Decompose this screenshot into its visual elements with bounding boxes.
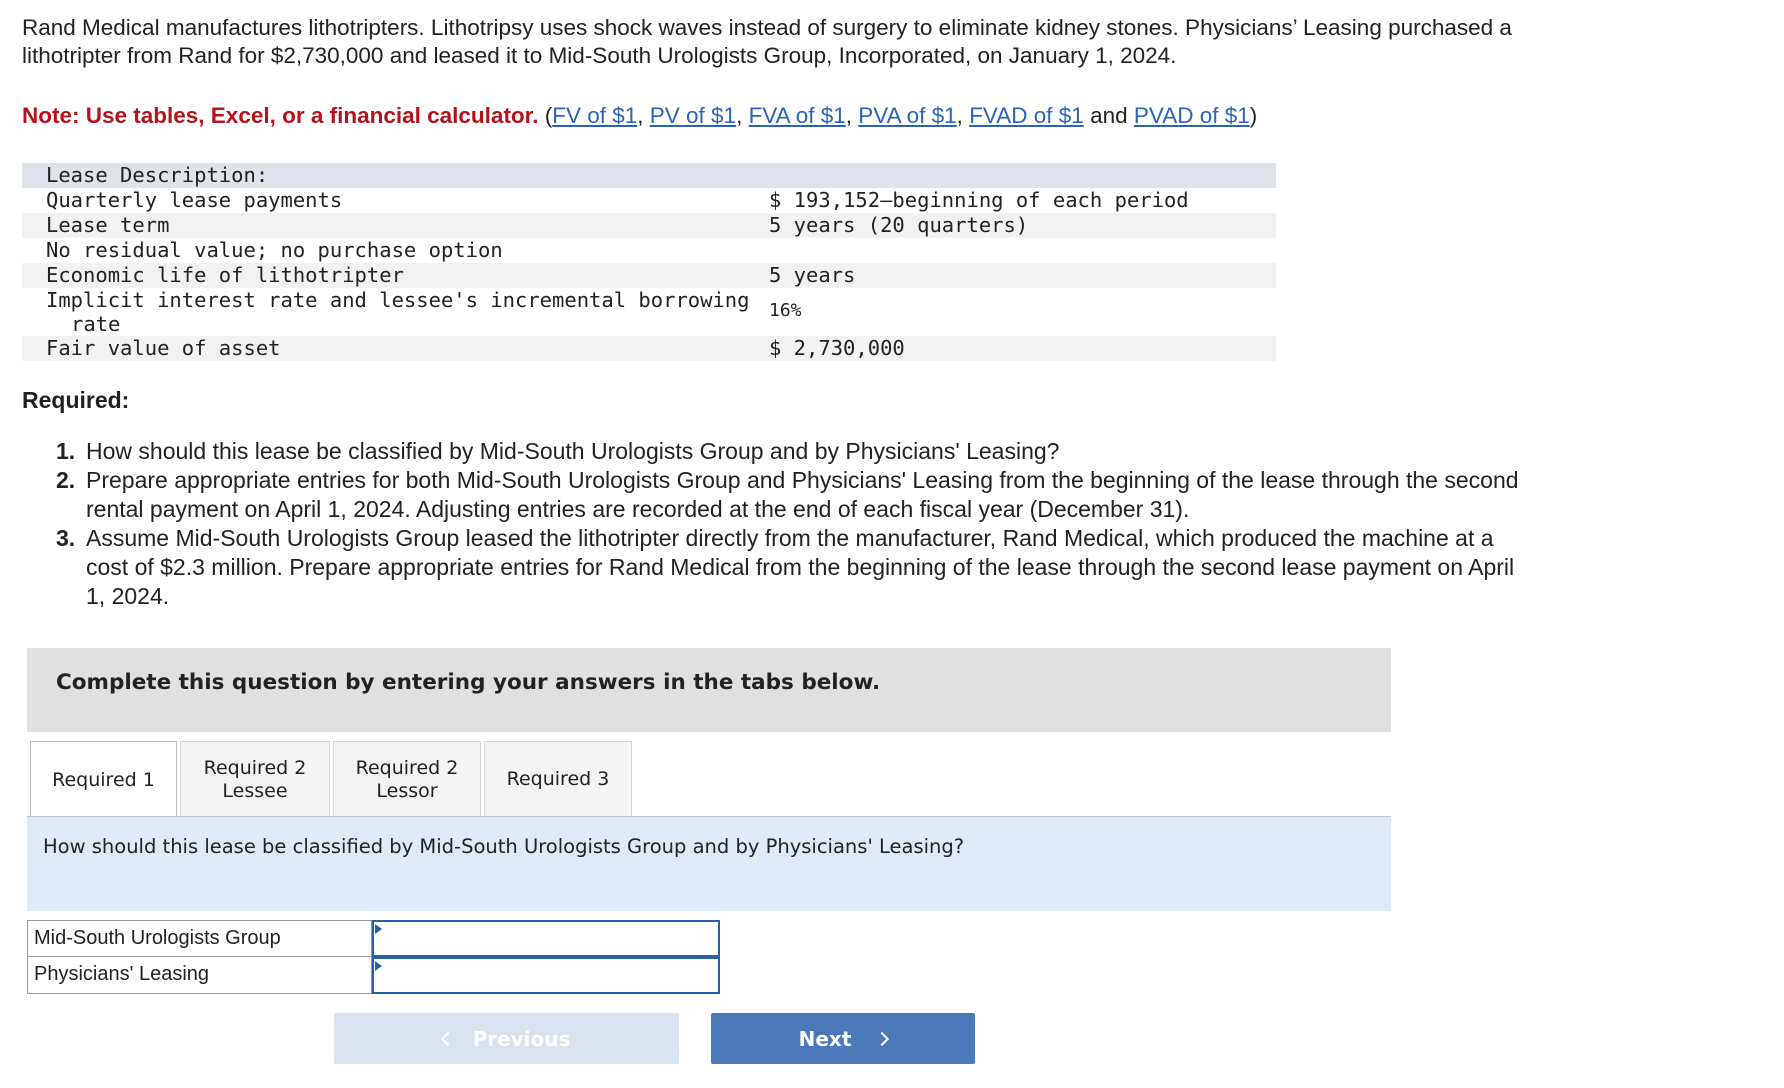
link-fvad-of-1[interactable]: FVAD of $1	[969, 103, 1084, 128]
lease-row	[22, 288, 1276, 336]
required-item-number: 2.	[56, 467, 76, 493]
question-text: How should this lease be classified by Mid-South Urologists Group and by Physicians' Leasing?	[43, 835, 965, 858]
tab-label: Required 2	[203, 756, 307, 779]
lease-row-value: $ 2,730,000	[769, 336, 905, 360]
open-paren: (	[538, 103, 553, 128]
answer-row	[27, 920, 720, 957]
classification-dropdown-lessor[interactable]	[372, 957, 720, 994]
chevron-right-icon	[875, 1031, 889, 1045]
lease-description-table	[22, 163, 1276, 361]
lease-row-label: Economic life of lithotripter	[46, 263, 404, 287]
comma: ,	[845, 103, 859, 128]
lease-row	[22, 213, 1276, 238]
instructions-banner	[27, 648, 1391, 732]
dropdown-marker-icon	[375, 961, 382, 971]
comma: ,	[637, 103, 650, 128]
dropdown-marker-icon	[375, 924, 382, 934]
link-fv-of-1[interactable]: FV of $1	[552, 103, 638, 128]
lease-row-label-continued: rate	[71, 312, 121, 336]
next-button-label: Next	[798, 1026, 852, 1051]
lease-row-value: 16%	[769, 300, 802, 321]
instructions-text: Complete this question by entering your answers in the tabs below.	[56, 670, 881, 695]
previous-button-label: Previous	[472, 1026, 571, 1051]
link-fva-of-1[interactable]: FVA of $1	[748, 103, 846, 128]
link-pvad-of-1[interactable]: PVAD of $1	[1133, 103, 1250, 128]
tab-required-2-lessee[interactable]	[180, 741, 330, 817]
comma: ,	[956, 103, 970, 128]
lease-row-label: Fair value of asset	[46, 336, 281, 360]
lease-row-value: 5 years (20 quarters)	[769, 213, 1029, 237]
note-label: Note: Use tables, Excel, or a financial calculator.	[22, 103, 539, 128]
link-pv-of-1[interactable]: PV of $1	[649, 103, 737, 128]
lease-row-value: $ 193,152—beginning of each period	[769, 188, 1189, 212]
link-pva-of-1[interactable]: PVA of $1	[858, 103, 957, 128]
lease-row	[22, 188, 1276, 213]
tab-sublabel: Lessor	[376, 779, 438, 802]
previous-button[interactable]	[334, 1013, 679, 1064]
close-paren: )	[1249, 103, 1258, 128]
classification-dropdown-lessee[interactable]	[372, 920, 720, 957]
required-item	[56, 437, 1536, 466]
answer-row	[27, 957, 720, 994]
note-line	[22, 102, 1257, 130]
question-panel	[27, 817, 1391, 911]
lease-row-label: Quarterly lease payments	[46, 188, 343, 212]
answer-row-label: Mid-South Urologists Group	[27, 920, 372, 957]
lease-row-label: No residual value; no purchase option	[46, 238, 503, 262]
required-item-number: 1.	[56, 438, 76, 464]
lease-header-label: Lease Description:	[46, 163, 269, 187]
required-item-text: Assume Mid-South Urologists Group leased the lithotripter directly from the manufacturer, Rand Medical, which produced the machine at a cost of $2.3 million. Prepare appropriate entries for Rand Medical from the beginning of the lease through the second lease payment on April 1, 2024.	[86, 525, 1515, 609]
tab-label: Required 2	[355, 756, 459, 779]
lease-row	[22, 336, 1276, 361]
lease-row	[22, 263, 1276, 288]
required-item-number: 3.	[56, 525, 76, 551]
answer-table	[27, 920, 720, 994]
required-item-text: Prepare appropriate entries for both Mid-South Urologists Group and Physicians' Leasing from the beginning of the lease through the second rental payment on April 1, 2024. Adjusting entries are recorded at the end of each fiscal year (December 31).	[86, 467, 1519, 522]
lease-row-value: 5 years	[769, 263, 856, 287]
lease-row-label: Lease term	[46, 213, 170, 237]
required-item-text: How should this lease be classified by Mid-South Urologists Group and by Physicians' Leasing?	[86, 438, 1060, 464]
tab-label: Required 3	[506, 768, 610, 790]
required-list	[56, 437, 1536, 611]
tab-required-3[interactable]	[484, 741, 632, 817]
required-title: Required:	[22, 387, 130, 413]
required-item	[56, 466, 1536, 524]
problem-intro: Rand Medical manufactures lithotripters. Lithotripsy uses shock waves instead of surgery to eliminate kidney stones. Physicians’ Leasing purchased a lithotripter from Rand for $2,730,000 and leased it to Mid-South Urologists Group, Incorporated, on January 1, 2024.	[22, 15, 1512, 68]
lease-table-header	[22, 163, 1276, 188]
tab-required-1[interactable]	[30, 741, 177, 819]
tab-sublabel: Lessee	[222, 779, 288, 802]
tab-label: Required 1	[52, 769, 155, 791]
chevron-left-icon	[440, 1031, 454, 1045]
answer-row-label: Physicians' Leasing	[27, 957, 372, 994]
lease-row	[22, 238, 1276, 263]
required-item	[56, 524, 1536, 611]
and-text: and	[1083, 103, 1134, 128]
lease-row-label: Implicit interest rate and lessee's incremental borrowing	[46, 288, 750, 312]
next-button[interactable]	[711, 1013, 975, 1064]
tab-required-2-lessor[interactable]	[333, 741, 481, 817]
comma: ,	[736, 103, 749, 128]
